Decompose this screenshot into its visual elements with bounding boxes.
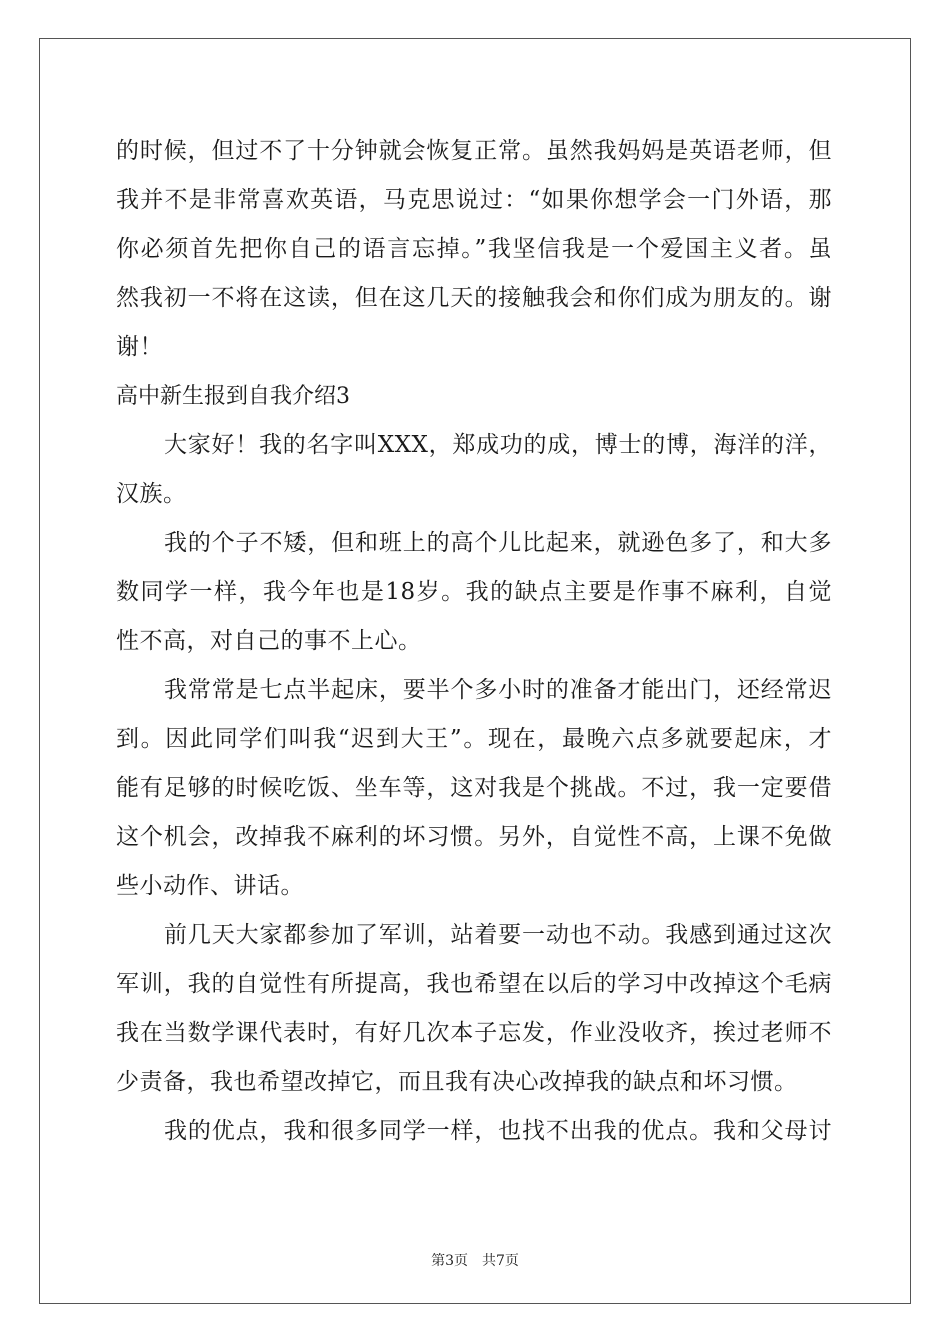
paragraph-line: 我在当数学课代表时，有好几次本子忘发，作业没收齐，挨过老师不 xyxy=(116,1020,832,1046)
page-total: 共7页 xyxy=(482,1253,519,1269)
paragraph-line: 能有足够的时候吃饭、坐车等，这对我是个挑战。不过，我一定要借 xyxy=(116,775,832,801)
paragraph-line: 大家好！我的名字叫XXX，郑成功的成，博士的博，海洋的洋， xyxy=(164,432,832,458)
paragraph-line: 性不高，对自己的事不上心。 xyxy=(116,628,422,654)
section-heading: 高中新生报到自我介绍3 xyxy=(116,384,350,409)
paragraph-line: 军训，我的自觉性有所提高，我也希望在以后的学习中改掉这个毛病 xyxy=(116,971,832,997)
paragraph-line: 些小动作、讲话。 xyxy=(116,873,304,899)
paragraph-line: 我的优点，我和很多同学一样，也找不出我的优点。我和父母讨 xyxy=(164,1118,832,1144)
paragraph-line: 汉族。 xyxy=(116,481,187,507)
text-line: 然我初一不将在这读，但在这几天的接触我会和你们成为朋友的。谢 xyxy=(116,285,832,311)
paragraph-line: 我常常是七点半起床，要半个多小时的准备才能出门，还经常迟 xyxy=(164,677,832,703)
paragraph-line: 我的个子不矮，但和班上的高个儿比起来，就逊色多了，和大多 xyxy=(164,530,832,556)
text-line: 谢！ xyxy=(116,334,163,360)
page-number: 第3页 xyxy=(431,1253,468,1269)
document-body xyxy=(116,127,832,1156)
text-line: 你必须首先把你自己的语言忘掉。”我坚信我是一个爱国主义者。虽 xyxy=(116,236,832,262)
paragraph-line: 少责备，我也希望改掉它，而且我有决心改掉我的缺点和坏习惯。 xyxy=(116,1069,798,1095)
page-footer xyxy=(0,1250,950,1270)
paragraph-line: 这个机会，改掉我不麻利的坏习惯。另外，自觉性不高，上课不免做 xyxy=(116,824,832,850)
paragraph-line: 数同学一样，我今年也是18岁。我的缺点主要是作事不麻利，自觉 xyxy=(116,579,832,605)
text-line: 的时候，但过不了十分钟就会恢复正常。虽然我妈妈是英语老师，但 xyxy=(116,138,832,164)
text-line: 我并不是非常喜欢英语，马克思说过：“如果你想学会一门外语，那 xyxy=(116,187,832,213)
paragraph-line: 前几天大家都参加了军训，站着要一动也不动。我感到通过这次 xyxy=(164,922,832,948)
paragraph-line: 到。因此同学们叫我“迟到大王”。现在，最晚六点多就要起床，才 xyxy=(116,726,832,752)
